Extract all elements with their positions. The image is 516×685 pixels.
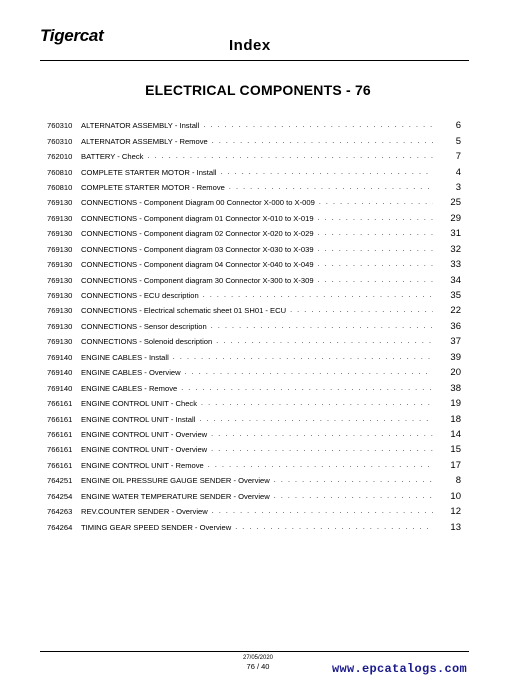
index-entry[interactable] — [47, 211, 461, 226]
entry-title: CONNECTIONS - Component diagram 03 Connector X-030 to X-039 — [81, 244, 314, 254]
entry-code: 760810 — [47, 182, 73, 192]
dot-leader — [203, 122, 433, 129]
entry-page-number: 31 — [450, 228, 461, 240]
entry-page-number: 10 — [450, 490, 461, 502]
index-entry[interactable] — [47, 242, 461, 257]
brand-logo: Tigercat — [40, 26, 104, 45]
index-entry[interactable] — [47, 288, 461, 303]
index-entry[interactable] — [47, 504, 461, 519]
entry-code: 769130 — [47, 337, 73, 347]
dot-leader — [229, 184, 433, 191]
index-entry[interactable] — [47, 334, 461, 349]
entry-code: 760310 — [47, 136, 73, 146]
entry-title: ENGINE OIL PRESSURE GAUGE SENDER - Overview — [81, 476, 270, 486]
entry-code: 762010 — [47, 152, 73, 162]
entry-title: REV.COUNTER SENDER - Overview — [81, 507, 208, 517]
index-list — [47, 118, 461, 535]
entry-code: 769130 — [47, 275, 73, 285]
footer-date: 27/05/2020 — [242, 655, 274, 661]
entry-code: 769140 — [47, 352, 73, 362]
entry-page-number: 33 — [450, 259, 461, 271]
entry-page-number: 22 — [450, 305, 461, 317]
entry-code: 769130 — [47, 198, 73, 208]
entry-code: 766161 — [47, 460, 73, 470]
entry-title: ALTERNATOR ASSEMBLY - Remove — [81, 136, 208, 146]
entry-title: ALTERNATOR ASSEMBLY - Install — [81, 121, 200, 131]
index-entry[interactable] — [47, 380, 461, 395]
entry-page-number: 20 — [450, 367, 461, 379]
entry-page-number: 37 — [450, 336, 461, 348]
index-entry[interactable] — [47, 350, 461, 365]
index-entry[interactable] — [47, 195, 461, 210]
entry-title: COMPLETE STARTER MOTOR - Install — [81, 167, 217, 177]
dot-leader — [181, 385, 433, 392]
index-entry[interactable] — [47, 458, 461, 473]
dot-leader — [199, 416, 433, 423]
index-entry[interactable] — [47, 519, 461, 534]
dot-leader — [274, 493, 433, 500]
dot-leader — [203, 292, 433, 299]
entry-page-number: 39 — [450, 351, 461, 363]
entry-title: ENGINE CONTROL UNIT - Overview — [81, 445, 208, 455]
entry-code: 760310 — [47, 121, 73, 131]
dot-leader — [318, 277, 433, 284]
entry-code: 769130 — [47, 260, 73, 270]
dot-leader — [211, 431, 433, 438]
dot-leader — [220, 169, 433, 176]
section-title: ELECTRICAL COMPONENTS - 76 — [145, 82, 371, 98]
entry-code: 769130 — [47, 321, 73, 331]
entry-code: 769130 — [47, 213, 73, 223]
entry-code: 764263 — [47, 507, 73, 517]
entry-page-number: 6 — [455, 120, 461, 132]
index-entry[interactable] — [47, 257, 461, 272]
entry-title: CONNECTIONS - Sensor description — [81, 321, 207, 331]
entry-page-number: 19 — [450, 398, 461, 410]
entry-title: CONNECTIONS - Component diagram 04 Connector X-040 to X-049 — [81, 260, 314, 270]
dot-leader — [173, 354, 433, 361]
dot-leader — [212, 138, 433, 145]
entry-title: BATTERY - Check — [81, 152, 144, 162]
dot-leader — [211, 446, 433, 453]
index-entry[interactable] — [47, 303, 461, 318]
entry-title: CONNECTIONS - Component diagram 30 Connector X-300 to X-309 — [81, 275, 314, 285]
index-entry[interactable] — [47, 118, 461, 133]
entry-page-number: 36 — [450, 320, 461, 332]
entry-title: CONNECTIONS - Solenoid description — [81, 337, 213, 347]
dot-leader — [201, 400, 433, 407]
entry-code: 766161 — [47, 445, 73, 455]
entry-page-number: 38 — [450, 382, 461, 394]
footer-page-number: 76 / 40 — [246, 662, 270, 671]
entry-title: CONNECTIONS - Component diagram 02 Connector X-020 to X-029 — [81, 229, 314, 239]
index-entry[interactable] — [47, 149, 461, 164]
index-entry[interactable] — [47, 473, 461, 488]
entry-code: 769130 — [47, 229, 73, 239]
entry-page-number: 17 — [450, 459, 461, 471]
dot-leader — [318, 261, 433, 268]
entry-code: 766161 — [47, 429, 73, 439]
entry-title: ENGINE CABLES - Install — [81, 352, 169, 362]
watermark: www.epcatalogs.com — [331, 662, 467, 676]
entry-code: 764264 — [47, 522, 73, 532]
header-divider — [40, 60, 469, 61]
dot-leader — [290, 307, 433, 314]
dot-leader — [318, 215, 433, 222]
entry-title: ENGINE WATER TEMPERATURE SENDER - Overview — [81, 491, 270, 501]
entry-code: 769130 — [47, 244, 73, 254]
index-entry[interactable] — [47, 272, 461, 287]
entry-code: 769140 — [47, 368, 73, 378]
entry-title: ENGINE CABLES - Remove — [81, 383, 178, 393]
entry-page-number: 35 — [450, 290, 461, 302]
entry-page-number: 25 — [450, 197, 461, 209]
entry-page-number: 18 — [450, 413, 461, 425]
dot-leader — [318, 230, 433, 237]
entry-page-number: 8 — [455, 475, 461, 487]
entry-code: 760810 — [47, 167, 73, 177]
entry-code: 764251 — [47, 476, 73, 486]
index-entry[interactable] — [47, 133, 461, 148]
index-entry[interactable] — [47, 427, 461, 442]
dot-leader — [185, 369, 433, 376]
entry-page-number: 12 — [450, 506, 461, 518]
index-entry[interactable] — [47, 226, 461, 241]
dot-leader — [274, 477, 433, 484]
index-entry[interactable] — [47, 489, 461, 504]
entry-title: CONNECTIONS - Electrical schematic sheet 01 SH01 - ECU — [81, 306, 287, 316]
entry-page-number: 32 — [450, 243, 461, 255]
entry-title: ENGINE CABLES - Overview — [81, 368, 181, 378]
index-entry[interactable] — [47, 319, 461, 334]
entry-code: 764254 — [47, 491, 73, 501]
entry-title: CONNECTIONS - Component diagram 01 Connector X-010 to X-019 — [81, 213, 314, 223]
entry-page-number: 3 — [455, 181, 461, 193]
entry-code: 766161 — [47, 399, 73, 409]
entry-title: ENGINE CONTROL UNIT - Remove — [81, 460, 204, 470]
index-entry[interactable] — [47, 365, 461, 380]
dot-leader — [216, 338, 433, 345]
entry-page-number: 4 — [455, 166, 461, 178]
entry-title: TIMING GEAR SPEED SENDER - Overview — [81, 522, 232, 532]
index-entry[interactable] — [47, 411, 461, 426]
page-title: Index — [229, 37, 271, 54]
dot-leader — [319, 199, 433, 206]
entry-page-number: 29 — [450, 212, 461, 224]
entry-title: ENGINE CONTROL UNIT - Install — [81, 414, 196, 424]
entry-page-number: 14 — [450, 428, 461, 440]
entry-code: 769130 — [47, 291, 73, 301]
entry-title: CONNECTIONS - Component Diagram 00 Connector X-000 to X-009 — [81, 198, 315, 208]
entry-code: 769130 — [47, 306, 73, 316]
dot-leader — [211, 323, 433, 330]
index-entry[interactable] — [47, 442, 461, 457]
entry-page-number: 5 — [455, 135, 461, 147]
entry-page-number: 13 — [450, 521, 461, 533]
entry-code: 766161 — [47, 414, 73, 424]
entry-title: ENGINE CONTROL UNIT - Overview — [81, 429, 208, 439]
entry-page-number: 7 — [455, 151, 461, 163]
entry-title: CONNECTIONS - ECU description — [81, 291, 199, 301]
entry-title: COMPLETE STARTER MOTOR - Remove — [81, 182, 225, 192]
dot-leader — [235, 524, 433, 531]
entry-page-number: 15 — [450, 444, 461, 456]
entry-title: ENGINE CONTROL UNIT - Check — [81, 399, 198, 409]
index-entry[interactable] — [47, 164, 461, 179]
dot-leader — [318, 246, 433, 253]
dot-leader — [208, 462, 433, 469]
footer-divider — [40, 651, 469, 652]
index-entry[interactable] — [47, 396, 461, 411]
dot-leader — [147, 153, 433, 160]
entry-page-number: 34 — [450, 274, 461, 286]
entry-code: 769140 — [47, 383, 73, 393]
index-entry[interactable] — [47, 180, 461, 195]
dot-leader — [212, 508, 433, 515]
